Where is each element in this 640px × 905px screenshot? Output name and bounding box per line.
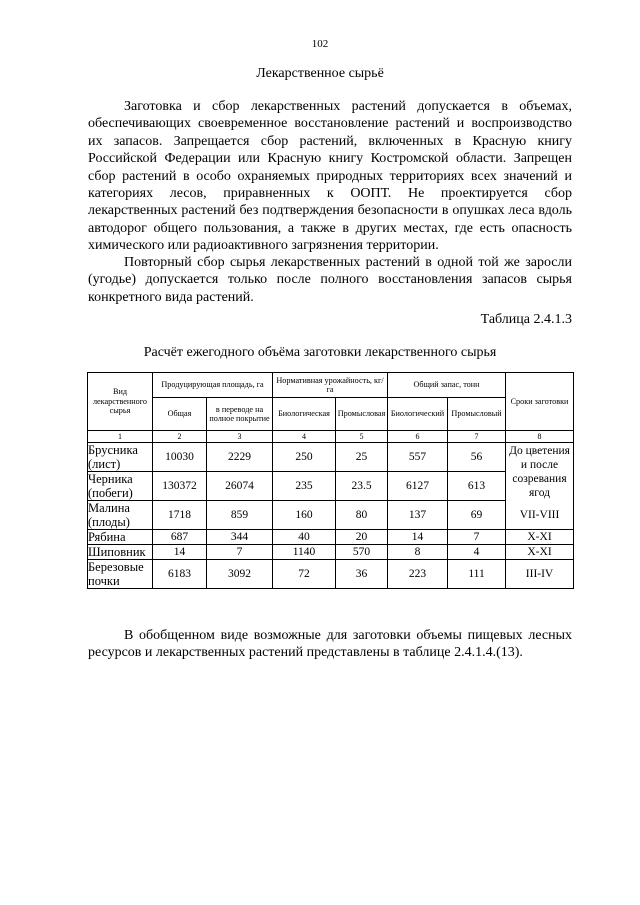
table-row: [88, 545, 574, 560]
header-stock-ind: Промысловый: [448, 398, 506, 431]
stock-bio: 223: [388, 560, 448, 589]
column-number: 2: [153, 431, 207, 443]
stock-bio: 557: [388, 443, 448, 472]
stock-bio: 6127: [388, 472, 448, 501]
column-number: 5: [336, 431, 388, 443]
yield-bio: 72: [273, 560, 336, 589]
header-yield-bio: Биологическая: [273, 398, 336, 431]
yield-bio: 160: [273, 501, 336, 530]
table-row: [88, 560, 574, 589]
species-name: Рябина: [88, 530, 153, 545]
species-name: Черника (побеги): [88, 472, 153, 501]
area-total: 130372: [153, 472, 207, 501]
area-total: 687: [153, 530, 207, 545]
yield-ind: 80: [336, 501, 388, 530]
area-full-cover: 7: [207, 545, 273, 560]
area-total: 14: [153, 545, 207, 560]
harvest-term-merged: До цветения и после созревания ягод: [506, 443, 574, 501]
header-stock-bio: Биологический: [388, 398, 448, 431]
column-number: 7: [448, 431, 506, 443]
area-full-cover: 344: [207, 530, 273, 545]
page-number: 102: [311, 38, 329, 50]
header-area-total: Общая: [153, 398, 207, 431]
area-full-cover: 2229: [207, 443, 273, 472]
stock-ind: 56: [448, 443, 506, 472]
yield-ind: 20: [336, 530, 388, 545]
section-title: Лекарственное сырьё: [256, 66, 384, 81]
species-name: Малина (плоды): [88, 501, 153, 530]
header-yield: Нормативная урожайность, кг/га: [273, 373, 388, 398]
stock-ind: 613: [448, 472, 506, 501]
header-stock: Общий запас, тонн: [388, 373, 506, 398]
yield-ind: 23.5: [336, 472, 388, 501]
yield-bio: 40: [273, 530, 336, 545]
header-area: Продуцирующая площадь, га: [153, 373, 273, 398]
stock-bio: 8: [388, 545, 448, 560]
area-total: 10030: [153, 443, 207, 472]
species-name: Брусника (лист): [88, 443, 153, 472]
yield-ind: 570: [336, 545, 388, 560]
column-number: 3: [207, 431, 273, 443]
yield-ind: 36: [336, 560, 388, 589]
column-number: 6: [388, 431, 448, 443]
paragraph-1: Заготовка и сбор лекарственных растений допускается в объемах, обеспечивающих своевременное восстановление растений и воспроизводство их запасов. Запрещается сбор растений, включенных в Красную книгу Российской Федерации или Красную книгу Костромской области. Запрещен сбор растений в особо охраняемых природных территориях всех значений и категориях лесов, приравненных к ООПТ. Не проектируется сбор лекарственных растений без подтверждения безопасности в опушках леса вдоль автодорог общего пользования, а также в других местах, где есть опасность химического или радиоактивного загрязнения территории.: [88, 99, 572, 254]
yield-bio: 250: [273, 443, 336, 472]
harvest-term: X-XI: [506, 545, 574, 560]
header-yield-ind: Промысловая: [336, 398, 388, 431]
area-total: 1718: [153, 501, 207, 530]
area-full-cover: 3092: [207, 560, 273, 589]
stock-bio: 14: [388, 530, 448, 545]
table-row: [88, 530, 574, 545]
stock-bio: 137: [388, 501, 448, 530]
table-row: [88, 443, 574, 472]
header-terms: Сроки заготовки: [506, 373, 574, 431]
stock-ind: 111: [448, 560, 506, 589]
yield-ind: 25: [336, 443, 388, 472]
harvest-term: III-IV: [506, 560, 574, 589]
yield-bio: 235: [273, 472, 336, 501]
area-total: 6183: [153, 560, 207, 589]
header-area-full-cover: в переводе на полное покрытие: [207, 398, 273, 431]
table-row: [88, 501, 574, 530]
column-number: 8: [506, 431, 574, 443]
area-full-cover: 859: [207, 501, 273, 530]
stock-ind: 4: [448, 545, 506, 560]
table-row: [88, 472, 574, 501]
table-caption: Расчёт ежегодного объёма заготовки лекарственного сырья: [143, 345, 497, 360]
harvest-term: VII-VIII: [506, 501, 574, 530]
area-full-cover: 26074: [207, 472, 273, 501]
table-label: Таблица 2.4.1.3: [480, 312, 572, 327]
column-number: 4: [273, 431, 336, 443]
stock-ind: 69: [448, 501, 506, 530]
species-name: Березовые почки: [88, 560, 153, 589]
harvest-term: X-XI: [506, 530, 574, 545]
yield-bio: 1140: [273, 545, 336, 560]
stock-ind: 7: [448, 530, 506, 545]
column-number: 1: [88, 431, 153, 443]
harvest-table: [87, 372, 574, 589]
paragraph-final: В обобщенном виде возможные для заготовки объемы пищевых лесных ресурсов и лекарственных растений представлены в таблице 2.4.1.4.(13).: [88, 628, 572, 661]
header-species: Вид лекарственного сырья: [88, 373, 153, 431]
species-name: Шиповник: [88, 545, 153, 560]
paragraph-2: Повторный сбор сырья лекарственных растений в одной той же заросли (угодье) допускается только после полного восстановления запасов сырья конкретного вида растений.: [88, 255, 572, 305]
